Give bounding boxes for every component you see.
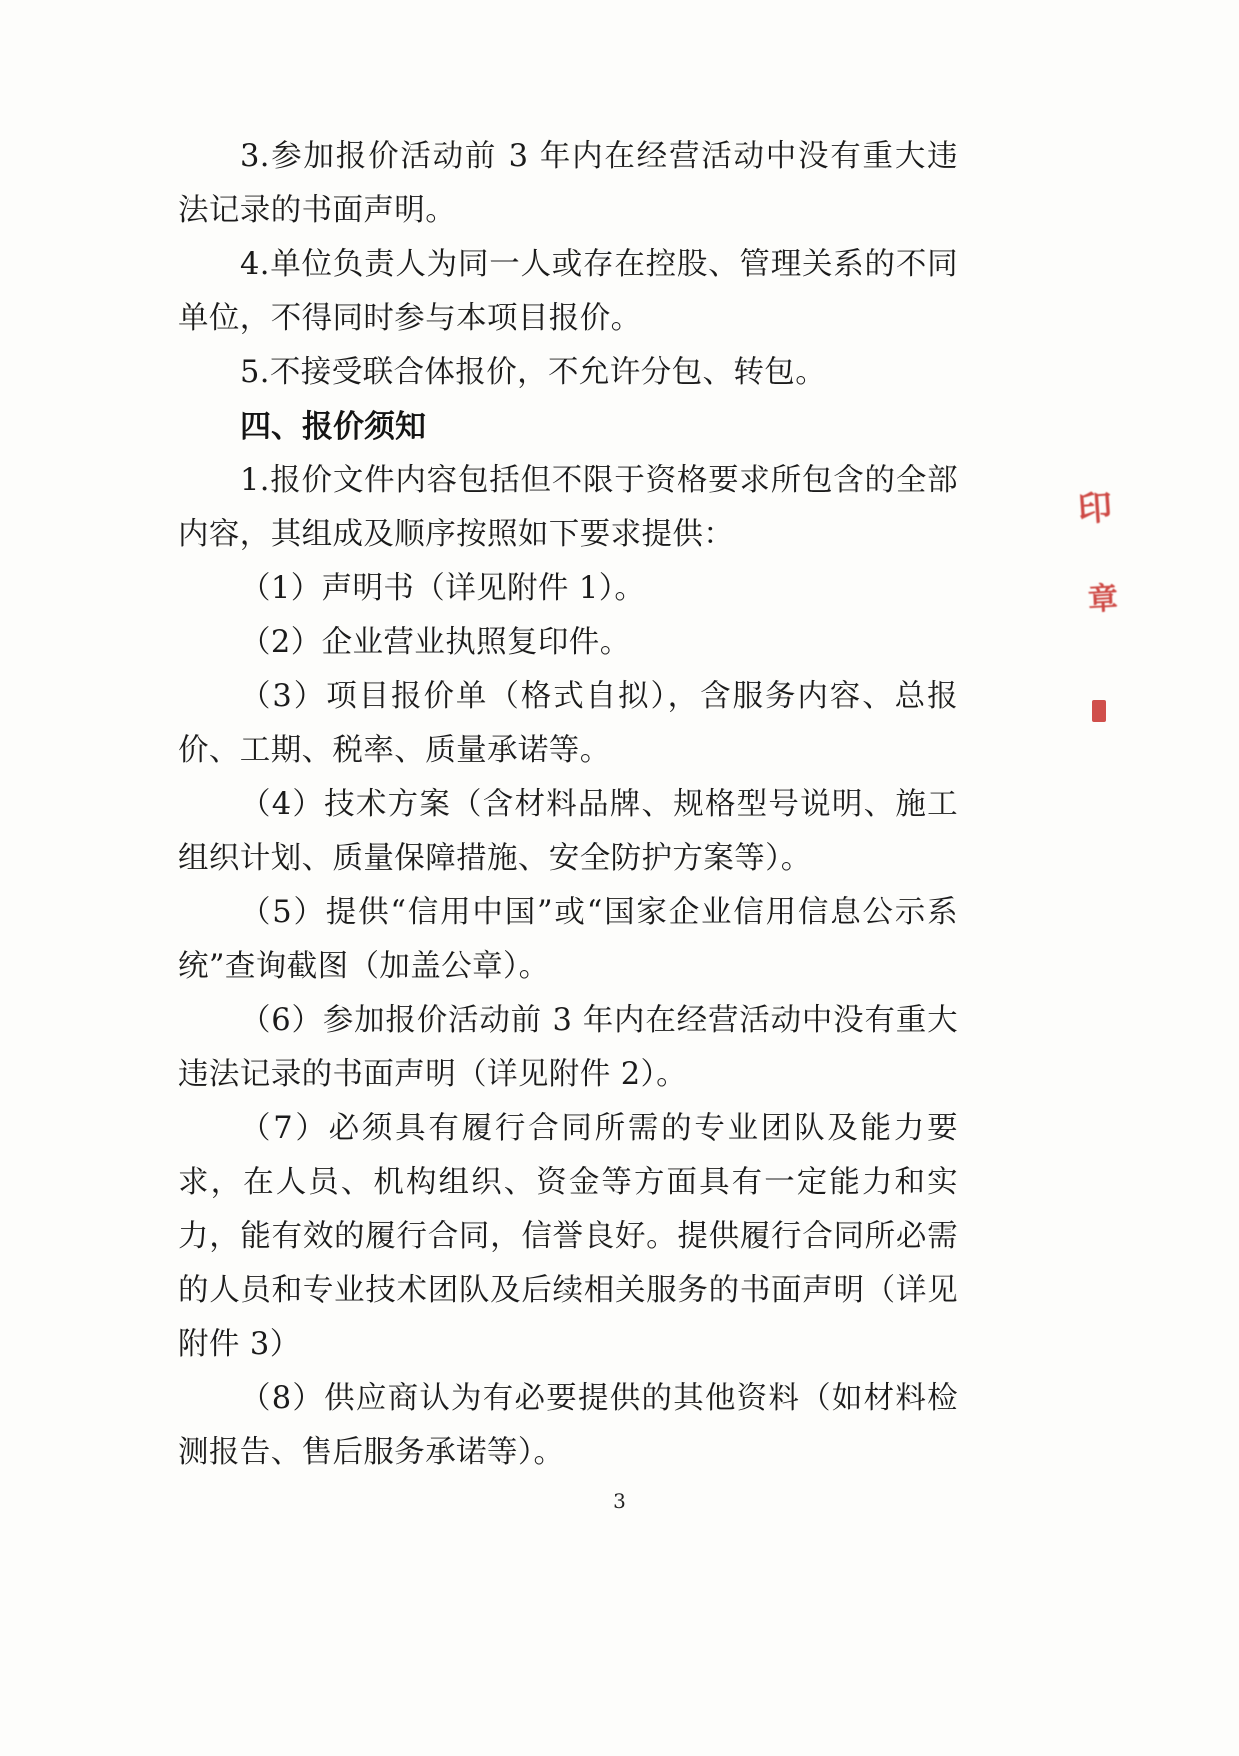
paragraph-notice-1-5: （5）提供“信用中国”或“国家企业信用信息公示系统”查询截图（加盖公章）。 [178,895,958,984]
red-seal-fragment-middle: 章 [1087,581,1119,618]
paragraph-notice-1-8: （8）供应商认为有必要提供的其他资料（如材料检测报告、售后服务承诺等）。 [178,1381,958,1470]
paragraph-item-5: 5.不接受联合体报价，不允许分包、转包。 [240,355,827,390]
paragraph-item-3: 3.参加报价活动前 3 年内在经营活动中没有重大违法记录的书面声明。 [178,139,958,228]
paragraph-notice-1-2: （2）企业营业执照复印件。 [240,625,631,660]
section-heading-four: 四、报价须知 [240,409,426,445]
paragraph-notice-1-3: （3）项目报价单（格式自拟），含服务内容、总报价、工期、税率、质量承诺等。 [178,679,958,768]
paragraph-notice-1: 1.报价文件内容包括但不限于资格要求所包含的全部内容，其组成及顺序按照如下要求提供： [178,463,958,552]
paragraph-item-4: 4.单位负责人为同一人或存在控股、管理关系的不同单位，不得同时参与本项目报价。 [178,247,958,336]
document-body [178,130,958,1480]
paragraph-notice-1-7: （7）必须具有履行合同所需的专业团队及能力要求，在人员、机构组织、资金等方面具有一定能力和实力，能有效的履行合同，信誉良好。提供履行合同所必需的人员和专业技术团队及后续相关服务的书面声明（详见附件 3） [178,1111,958,1362]
red-seal-fragment-bottom [1092,700,1106,722]
paragraph-notice-1-1: （1）声明书（详见附件 1）。 [240,571,646,606]
red-seal-fragment-top: 印 [1076,487,1112,531]
paragraph-notice-1-4: （4）技术方案（含材料品牌、规格型号说明、施工组织计划、质量保障措施、安全防护方案等）。 [178,787,958,876]
paragraph-notice-1-6: （6）参加报价活动前 3 年内在经营活动中没有重大违法记录的书面声明（详见附件 2）。 [178,1003,958,1092]
page-number: 3 [613,1489,626,1513]
